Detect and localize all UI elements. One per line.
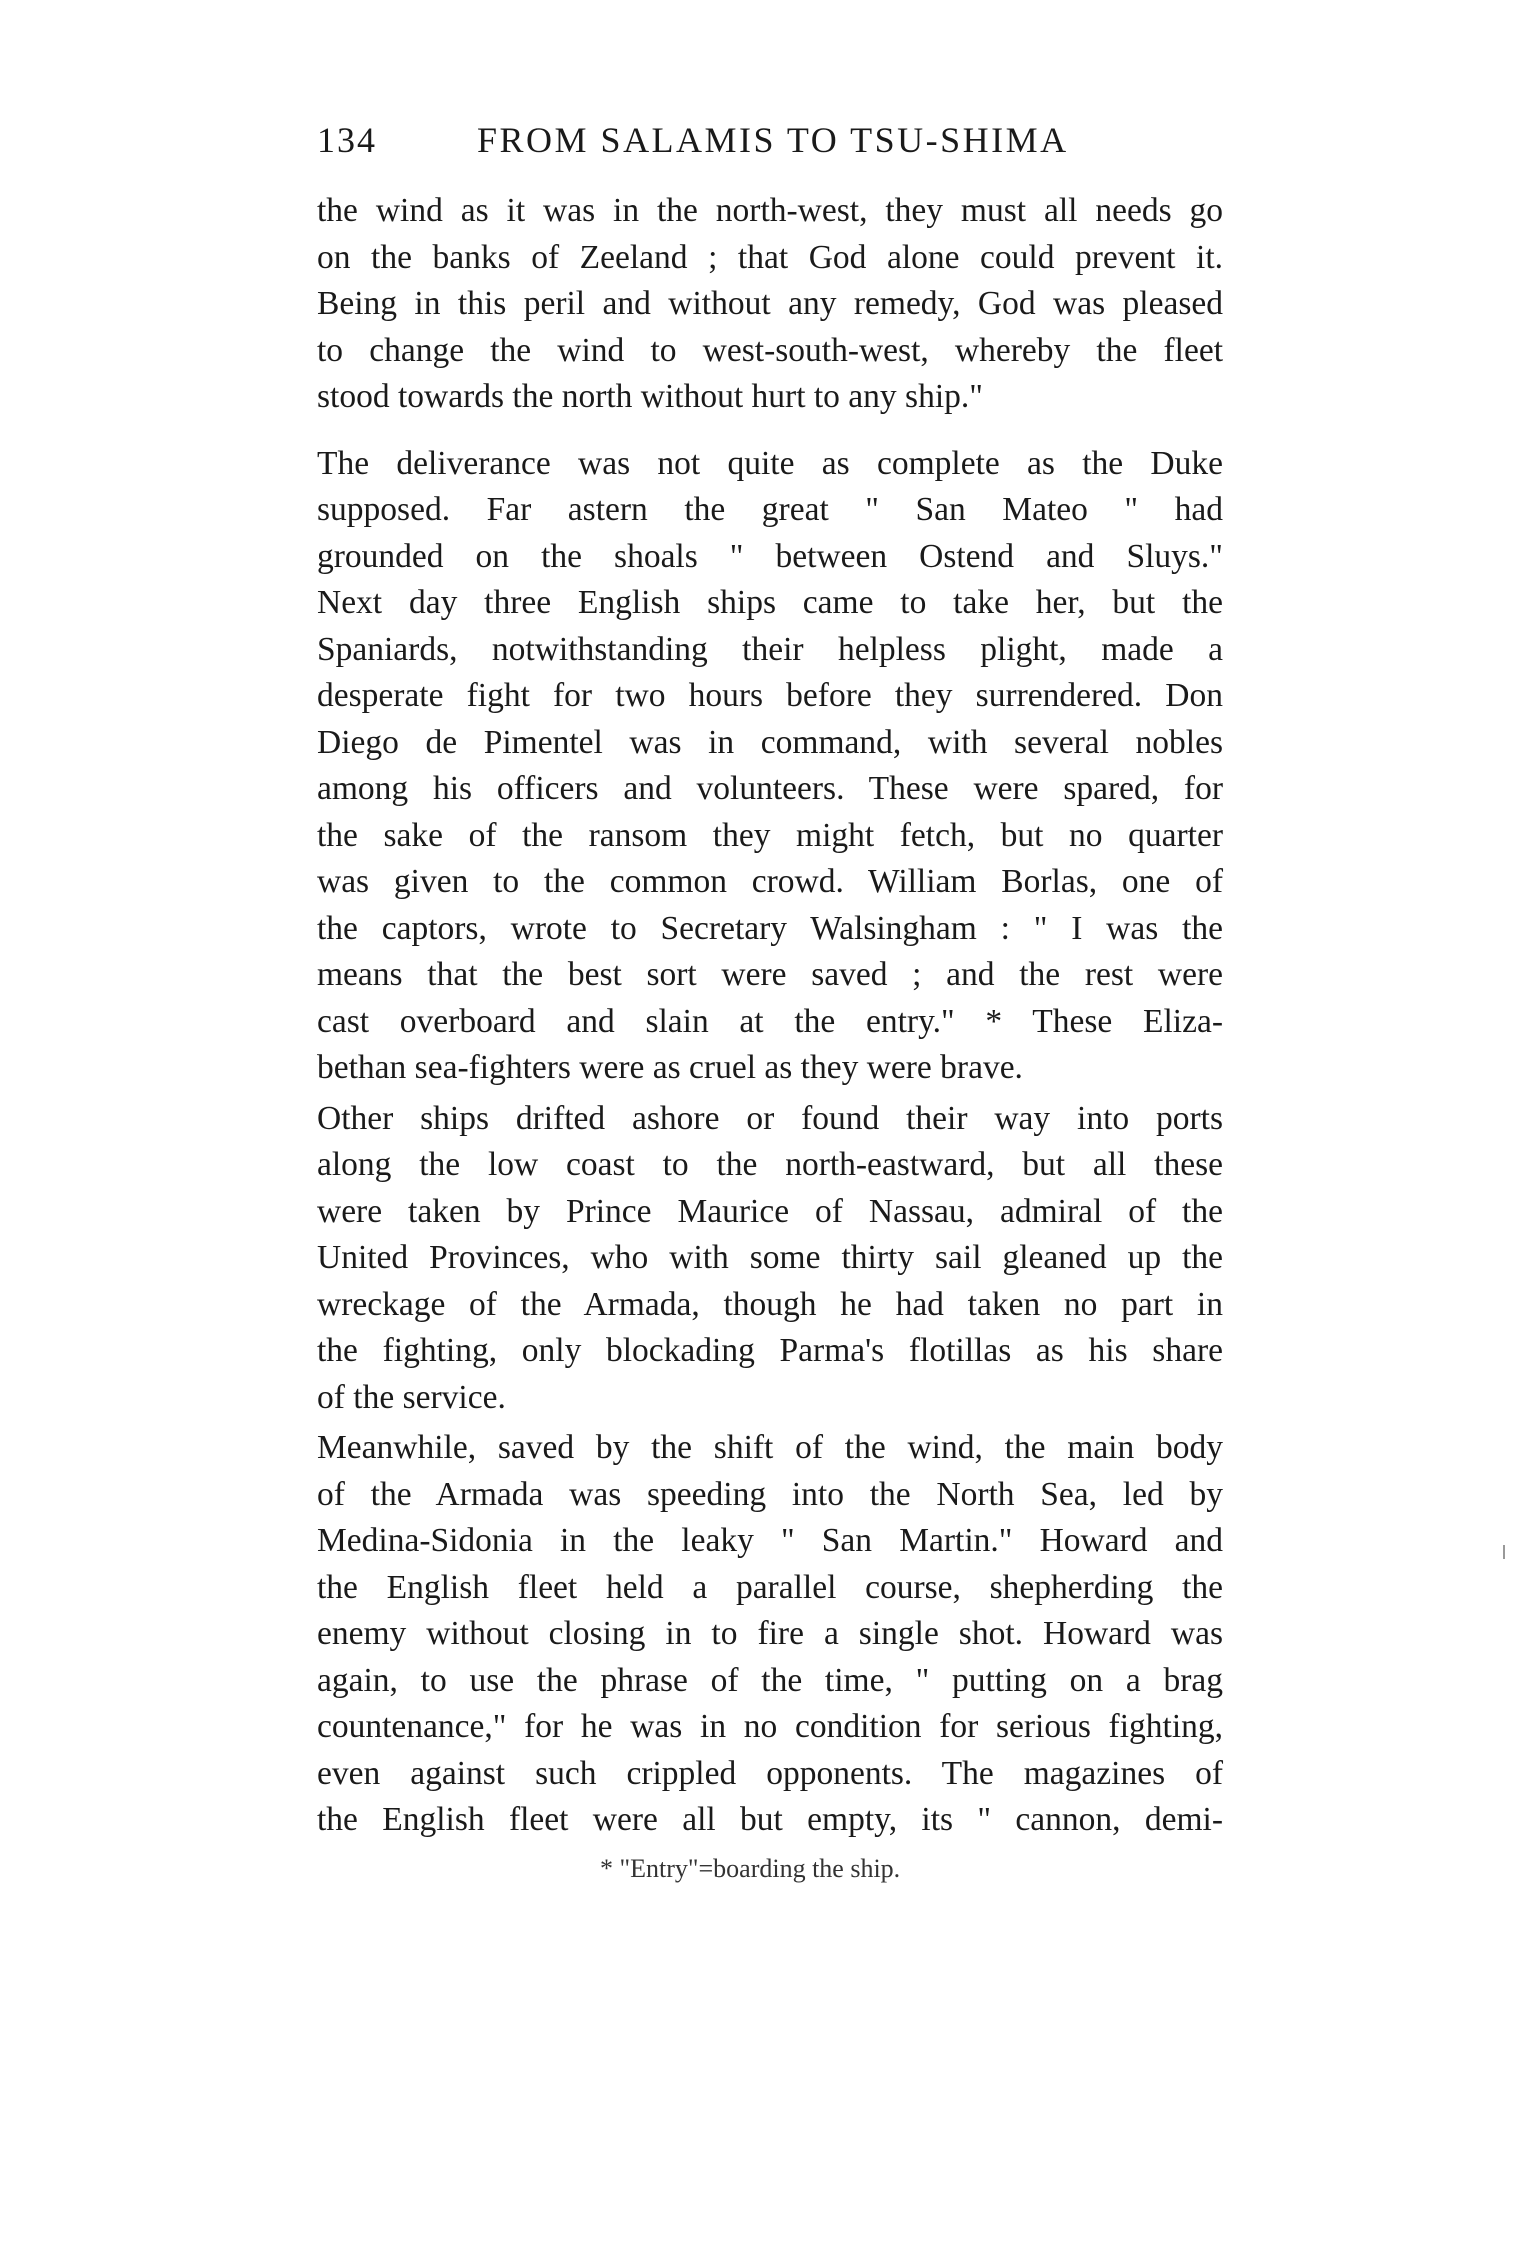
running-title: FROM SALAMIS TO TSU-SHIMA [477, 120, 1069, 160]
text-line: Other ships drifted ashore or found their way into ports [317, 1099, 1223, 1137]
scan-speck [1503, 1545, 1505, 1559]
text-line: was given to the common crowd. William Borlas, one of [317, 863, 1223, 900]
paragraph-gap [317, 421, 1223, 441]
text-line: wreckage of the Armada, though he had taken no part in [317, 1285, 1223, 1323]
text-line: the English fleet were all but empty, its " cannon, demi- [317, 1801, 1223, 1838]
text-line: means that the best sort were saved ; and the rest were [317, 956, 1223, 993]
text-line: Being in this peril and without any remedy, God was pleased [317, 285, 1223, 322]
paragraph [317, 1425, 1223, 1844]
text-line: were taken by Prince Maurice of Nassau, admiral of the [317, 1192, 1223, 1230]
text-line: of the service. [317, 1378, 506, 1416]
text-line: the captors, wrote to Secretary Walsingham : " I was the [317, 909, 1223, 947]
text-line: desperate fight for two hours before they surrendered. Don [317, 677, 1223, 714]
text-line: Next day three English ships came to take her, but the [317, 584, 1223, 621]
text-line: Meanwhile, saved by the shift of the wind, the main body [317, 1429, 1223, 1466]
text-line: to change the wind to west-south-west, whereby the fleet [317, 331, 1223, 369]
text-line: Spaniards, notwithstanding their helpless plight, made a [317, 630, 1223, 668]
text-line: again, to use the phrase of the time, " putting on a brag [317, 1661, 1223, 1699]
page-number: 134 [317, 120, 377, 160]
body-text [317, 188, 1223, 1844]
text-line: even against such crippled opponents. The magazines of [317, 1754, 1223, 1792]
text-line: the wind as it was in the north-west, they must all needs go [317, 192, 1223, 229]
text-line: the English fleet held a parallel course, shepherding the [317, 1568, 1223, 1606]
text-line: supposed. Far astern the great " San Mateo " had [317, 491, 1223, 528]
text-line: The deliverance was not quite as complete as the Duke [317, 444, 1223, 482]
text-line: along the low coast to the north-eastward, but all these [317, 1146, 1223, 1183]
paragraph [317, 1096, 1223, 1422]
text-line: enemy without closing in to fire a single shot. Howard was [317, 1615, 1223, 1652]
footnote: * "Entry"=boarding the ship. [600, 1854, 901, 1883]
paragraph [317, 441, 1223, 1092]
text-line: cast overboard and slain at the entry." * These Eliza- [317, 1002, 1223, 1040]
text-line: on the banks of Zeeland ; that God alone could prevent it. [317, 238, 1223, 276]
text-line: stood towards the north without hurt to any ship." [317, 378, 983, 415]
text-line: the sake of the ransom they might fetch, but no quarter [317, 816, 1223, 854]
text-line: United Provinces, who with some thirty sail gleaned up the [317, 1239, 1223, 1276]
text-line: bethan sea-fighters were as cruel as they were brave. [317, 1049, 1023, 1086]
paragraph [317, 188, 1223, 421]
text-line: of the Armada was speeding into the North Sea, led by [317, 1475, 1223, 1513]
text-line: Diego de Pimentel was in command, with several nobles [317, 723, 1223, 761]
text-line: countenance," for he was in no condition for serious fighting, [317, 1708, 1223, 1745]
text-line: Medina-Sidonia in the leaky " San Martin." Howard and [317, 1522, 1223, 1559]
text-line: grounded on the shoals " between Ostend and Sluys." [317, 537, 1223, 575]
text-line: the fighting, only blockading Parma's flotillas as his share [317, 1332, 1223, 1369]
text-line: among his officers and volunteers. These were spared, for [317, 770, 1223, 807]
